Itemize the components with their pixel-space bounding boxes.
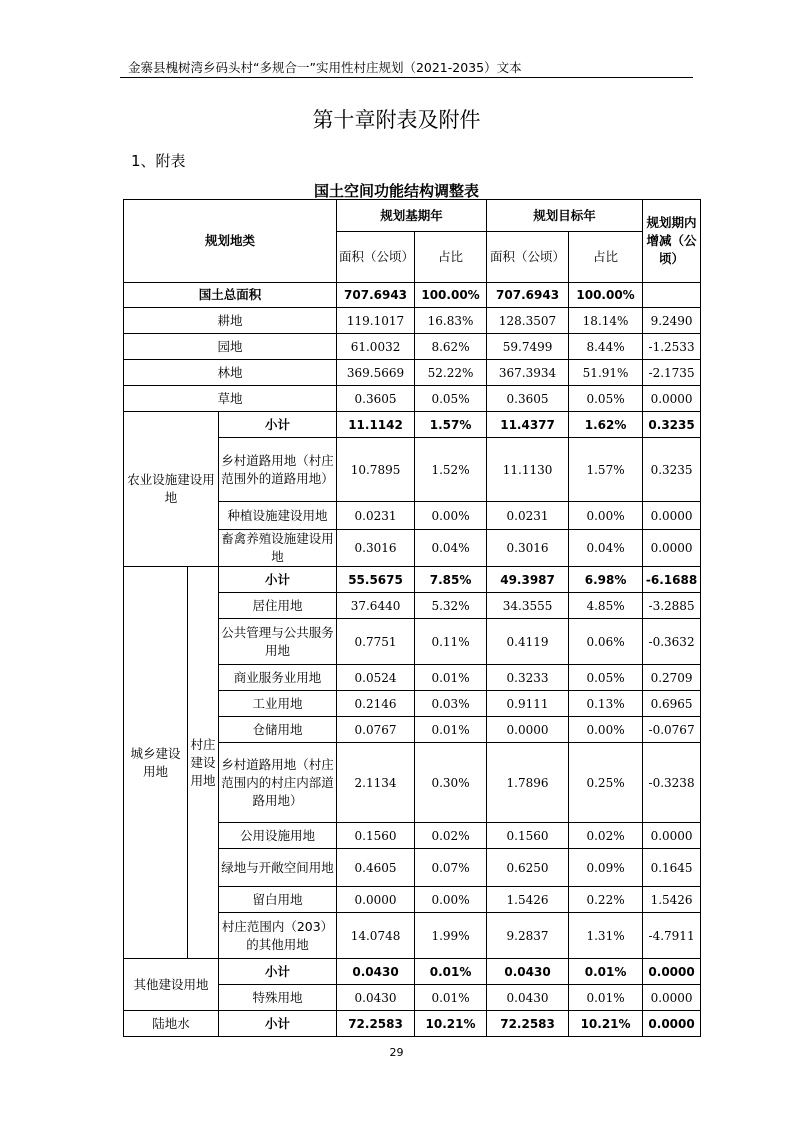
value-cell: 100.00% (569, 283, 643, 308)
value-cell: 119.1017 (337, 308, 415, 334)
value-cell: 0.0231 (487, 502, 569, 530)
value-cell: 1.5426 (643, 887, 701, 913)
row-label: 种植设施建设用地 (219, 502, 337, 530)
value-cell: 0.1645 (643, 849, 701, 887)
value-cell: 72.2583 (487, 1011, 569, 1037)
row-label: 工业用地 (219, 691, 337, 717)
row-label: 小计 (219, 1011, 337, 1037)
value-cell: 707.6943 (487, 283, 569, 308)
value-cell: 0.04% (415, 530, 487, 567)
value-cell: 0.6250 (487, 849, 569, 887)
group-label: 农业设施建设用地 (124, 412, 219, 567)
sub-group-label: 村庄建设用地 (188, 567, 219, 959)
row-label: 仓储用地 (219, 717, 337, 743)
header-area: 面积（公顷） (337, 232, 415, 283)
value-cell: 0.02% (415, 823, 487, 849)
value-cell: -1.2533 (643, 334, 701, 360)
value-cell: 1.62% (569, 412, 643, 438)
value-cell: 0.01% (569, 985, 643, 1011)
row-label: 国土总面积 (124, 283, 337, 308)
header-ratio: 占比 (569, 232, 643, 283)
value-cell: 0.0000 (643, 985, 701, 1011)
value-cell: 51.91% (569, 360, 643, 386)
table-row-total (124, 283, 701, 308)
header-ratio: 占比 (415, 232, 487, 283)
value-cell: 0.0430 (487, 985, 569, 1011)
value-cell: 0.00% (569, 717, 643, 743)
value-cell: -0.3238 (643, 743, 701, 823)
group-label: 陆地水 (124, 1011, 219, 1037)
value-cell: 0.2146 (337, 691, 415, 717)
value-cell: 61.0032 (337, 334, 415, 360)
value-cell: 6.98% (569, 567, 643, 593)
value-cell: 0.09% (569, 849, 643, 887)
value-cell: 0.0000 (487, 717, 569, 743)
value-cell: 0.11% (415, 619, 487, 665)
value-cell: 0.02% (569, 823, 643, 849)
value-cell: 55.5675 (337, 567, 415, 593)
value-cell: 8.44% (569, 334, 643, 360)
row-label: 乡村道路用地（村庄范围内的村庄内部道路用地） (219, 743, 337, 823)
row-label: 小计 (219, 567, 337, 593)
value-cell: 0.3016 (337, 530, 415, 567)
value-cell: 0.6965 (643, 691, 701, 717)
value-cell: 0.0000 (337, 887, 415, 913)
header-area: 面积（公顷） (487, 232, 569, 283)
row-label: 公共管理与公共服务用地 (219, 619, 337, 665)
value-cell: 0.30% (415, 743, 487, 823)
value-cell: 0.0430 (487, 959, 569, 985)
header-change: 规划期内增减（公顷） (643, 200, 701, 283)
value-cell: 1.7896 (487, 743, 569, 823)
value-cell: -0.0767 (643, 717, 701, 743)
chapter-title: 第十章附表及附件 (312, 108, 481, 132)
row-label: 商业服务业用地 (219, 665, 337, 691)
table-row (124, 334, 701, 360)
row-label: 村庄范围内（203）的其他用地 (219, 913, 337, 959)
table-row (124, 308, 701, 334)
value-cell: -2.1735 (643, 360, 701, 386)
value-cell: 14.0748 (337, 913, 415, 959)
value-cell: 11.1142 (337, 412, 415, 438)
value-cell: 0.0000 (643, 530, 701, 567)
value-cell: -3.2885 (643, 593, 701, 619)
value-cell: 0.0000 (643, 502, 701, 530)
value-cell: 0.4119 (487, 619, 569, 665)
value-cell: 0.06% (569, 619, 643, 665)
value-cell: 11.4377 (487, 412, 569, 438)
value-cell: 16.83% (415, 308, 487, 334)
value-cell: 9.2490 (643, 308, 701, 334)
value-cell: -0.3632 (643, 619, 701, 665)
value-cell: 0.9111 (487, 691, 569, 717)
row-label: 园地 (124, 334, 337, 360)
value-cell: 0.2709 (643, 665, 701, 691)
value-cell: 0.05% (569, 665, 643, 691)
value-cell: 0.0430 (337, 959, 415, 985)
header-land-type: 规划地类 (124, 200, 337, 283)
table-row (124, 360, 701, 386)
value-cell: 0.3605 (487, 386, 569, 412)
value-cell: 7.85% (415, 567, 487, 593)
value-cell: 37.6440 (337, 593, 415, 619)
value-cell: 1.5426 (487, 887, 569, 913)
value-cell: -6.1688 (643, 567, 701, 593)
value-cell: 0.0000 (643, 386, 701, 412)
value-cell: 0.00% (569, 502, 643, 530)
table-row-subtotal (124, 959, 701, 985)
value-cell: 128.3507 (487, 308, 569, 334)
value-cell: 72.2583 (337, 1011, 415, 1037)
value-cell: 0.01% (415, 959, 487, 985)
value-cell: 0.13% (569, 691, 643, 717)
land-use-adjustment-table (123, 199, 701, 1037)
value-cell: 5.32% (415, 593, 487, 619)
value-cell: 2.1134 (337, 743, 415, 823)
value-cell: 707.6943 (337, 283, 415, 308)
value-cell: 1.57% (415, 412, 487, 438)
value-cell: 0.04% (569, 530, 643, 567)
value-cell: 0.0524 (337, 665, 415, 691)
row-label: 耕地 (124, 308, 337, 334)
row-label: 公用设施用地 (219, 823, 337, 849)
row-label: 草地 (124, 386, 337, 412)
value-cell: 0.3016 (487, 530, 569, 567)
value-cell: 0.01% (415, 665, 487, 691)
value-cell: 59.7499 (487, 334, 569, 360)
value-cell: 49.3987 (487, 567, 569, 593)
value-cell: 0.3233 (487, 665, 569, 691)
row-label: 小计 (219, 959, 337, 985)
value-cell: 0.0000 (643, 823, 701, 849)
value-cell: 0.0231 (337, 502, 415, 530)
value-cell: 0.03% (415, 691, 487, 717)
value-cell: 0.07% (415, 849, 487, 887)
value-cell: 0.3605 (337, 386, 415, 412)
row-label: 乡村道路用地（村庄范围外的道路用地） (219, 438, 337, 502)
value-cell: 10.21% (569, 1011, 643, 1037)
value-cell: 18.14% (569, 308, 643, 334)
value-cell: 0.05% (415, 386, 487, 412)
value-cell: 0.0767 (337, 717, 415, 743)
value-cell: 4.85% (569, 593, 643, 619)
value-cell (643, 283, 701, 308)
value-cell: 0.05% (569, 386, 643, 412)
value-cell: 10.7895 (337, 438, 415, 502)
value-cell: 0.01% (415, 985, 487, 1011)
value-cell: 0.1560 (337, 823, 415, 849)
value-cell: 1.52% (415, 438, 487, 502)
row-label: 小计 (219, 412, 337, 438)
row-label: 畜禽养殖设施建设用地 (219, 530, 337, 567)
value-cell: 0.0000 (643, 1011, 701, 1037)
value-cell: 1.57% (569, 438, 643, 502)
value-cell: 0.00% (415, 887, 487, 913)
group-label: 城乡建设用地 (124, 567, 188, 959)
value-cell: 11.1130 (487, 438, 569, 502)
value-cell: 0.25% (569, 743, 643, 823)
table-row-subtotal (124, 1011, 701, 1037)
table-row-subtotal (124, 567, 701, 593)
row-label: 绿地与开敞空间用地 (219, 849, 337, 887)
value-cell: -4.7911 (643, 913, 701, 959)
value-cell: 0.3235 (643, 438, 701, 502)
header-base-year: 规划基期年 (337, 200, 487, 232)
header-target-year: 规划目标年 (487, 200, 643, 232)
value-cell: 0.01% (569, 959, 643, 985)
value-cell: 0.22% (569, 887, 643, 913)
value-cell: 8.62% (415, 334, 487, 360)
value-cell: 0.01% (415, 717, 487, 743)
header-divider (120, 77, 693, 78)
value-cell: 0.1560 (487, 823, 569, 849)
table-row (124, 386, 701, 412)
table-row-subtotal (124, 412, 701, 438)
group-label: 其他建设用地 (124, 959, 219, 1011)
value-cell: 0.0430 (337, 985, 415, 1011)
section-title: 1、附表 (131, 152, 186, 170)
row-label: 留白用地 (219, 887, 337, 913)
value-cell: 0.4605 (337, 849, 415, 887)
value-cell: 52.22% (415, 360, 487, 386)
value-cell: 0.0000 (643, 959, 701, 985)
value-cell: 0.7751 (337, 619, 415, 665)
value-cell: 369.5669 (337, 360, 415, 386)
row-label: 林地 (124, 360, 337, 386)
value-cell: 1.31% (569, 913, 643, 959)
value-cell: 0.00% (415, 502, 487, 530)
row-label: 特殊用地 (219, 985, 337, 1011)
page-number: 29 (389, 1046, 404, 1059)
table-title: 国土空间功能结构调整表 (313, 182, 479, 200)
row-label: 居住用地 (219, 593, 337, 619)
value-cell: 367.3934 (487, 360, 569, 386)
value-cell: 10.21% (415, 1011, 487, 1037)
value-cell: 9.2837 (487, 913, 569, 959)
value-cell: 34.3555 (487, 593, 569, 619)
value-cell: 0.3235 (643, 412, 701, 438)
running-header: 金寨县槐树湾乡码头村“多规合一”实用性村庄规划（2021-2035）文本 (128, 60, 522, 75)
value-cell: 1.99% (415, 913, 487, 959)
value-cell: 100.00% (415, 283, 487, 308)
